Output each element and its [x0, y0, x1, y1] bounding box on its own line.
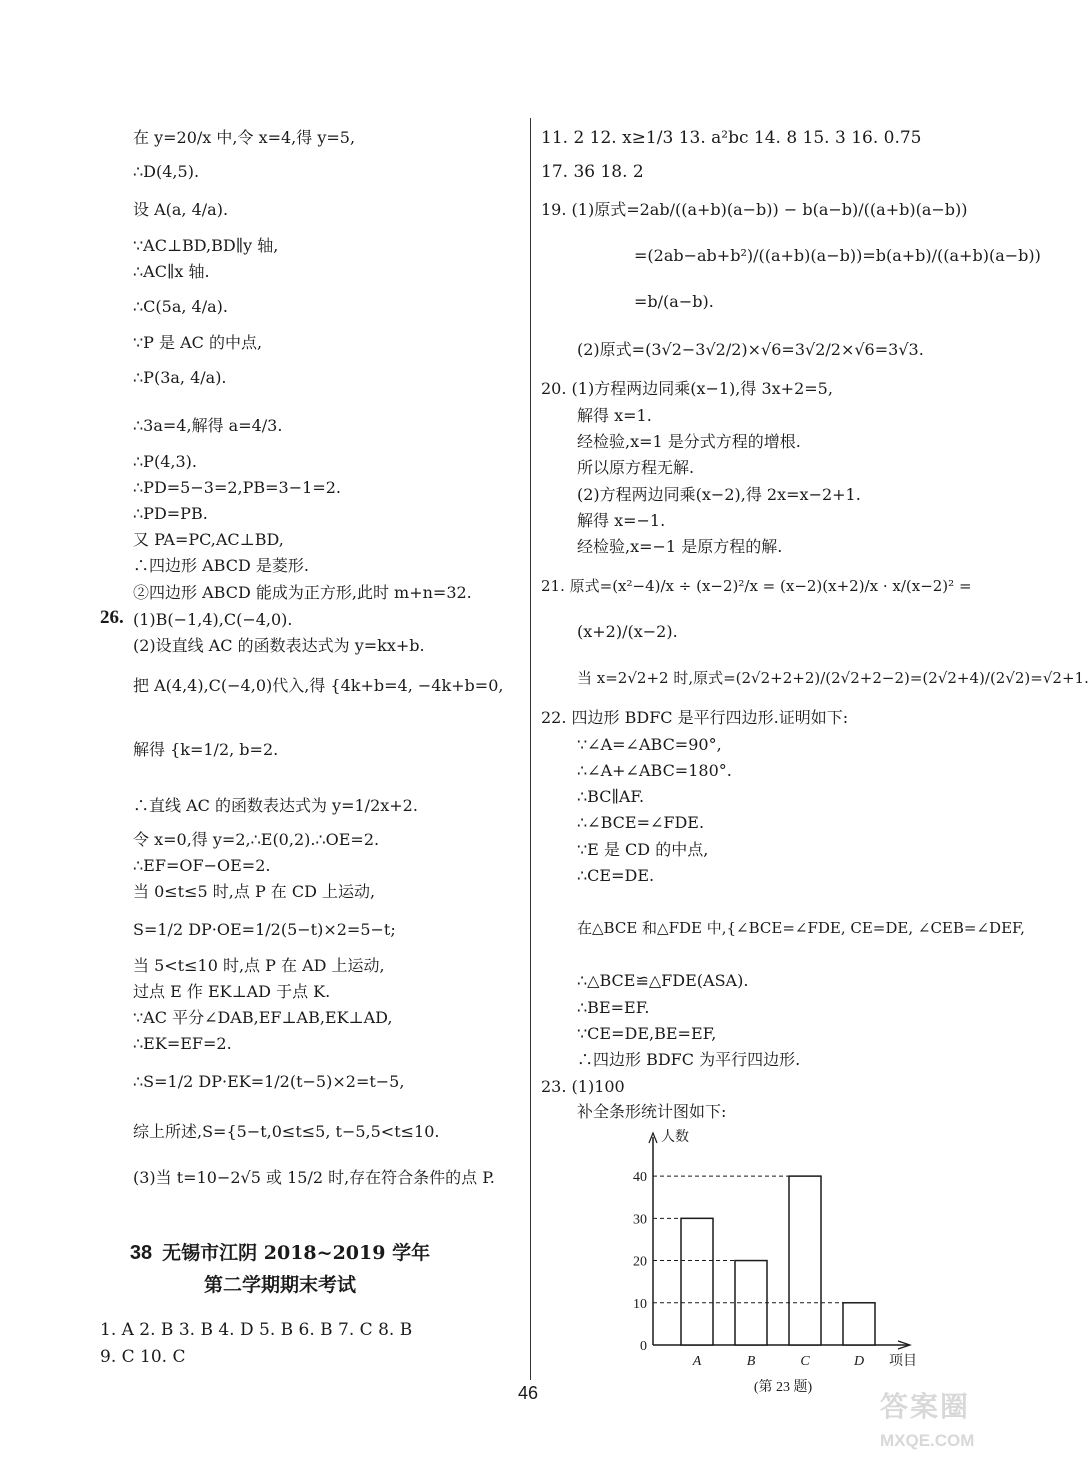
text-line: (2)方程两边同乘(x−2),得 2x=x−2+1. [577, 485, 861, 504]
text-line: 所以原方程无解. [577, 458, 695, 477]
text-line: 当 5<t≤10 时,点 P 在 AD 上运动, [133, 956, 385, 975]
text-line: ∴BE=EF. [577, 998, 650, 1017]
text-line: ∴∠BCE=∠FDE. [577, 813, 705, 832]
column-divider [530, 118, 531, 1380]
text-line: 把 A(4,4),C(−4,0)代入,得 {4k+b=4, −4k+b=0, [133, 676, 504, 695]
section-title-text: 无锡市江阴 2018~2019 学年 [162, 1242, 431, 1264]
text-line: 经检验,x=1 是分式方程的增根. [577, 432, 801, 451]
text-line: ∴四边形 BDFC 为平行四边形. [577, 1050, 801, 1069]
text-line: ∴AC∥x 轴. [133, 262, 210, 281]
text-line: ∵CE=DE,BE=EF, [577, 1024, 717, 1043]
text-line: ∴C(5a, 4/a). [133, 297, 228, 316]
text-line: 当 0≤t≤5 时,点 P 在 CD 上运动, [133, 882, 376, 901]
text-line: 22. 四边形 BDFC 是平行四边形.证明如下: [541, 708, 849, 727]
text-line: 在 y=20/x 中,令 x=4,得 y=5, [133, 128, 356, 147]
text-line: ∴直线 AC 的函数表达式为 y=1/2x+2. [133, 796, 418, 815]
watermark-url: MXQE.COM [880, 1431, 975, 1450]
answers-line: 11. 2 12. x≥1/3 13. a²bc 14. 8 15. 3 16. 0.75 [541, 128, 922, 148]
text-line: ∵∠A=∠ABC=90°, [577, 735, 722, 754]
text-line: 补全条形统计图如下: [577, 1102, 727, 1121]
text-line: (2)原式=(3√2−3√2/2)×√6=3√2/2×√6=3√3. [577, 340, 924, 359]
text-line: (x+2)/(x−2). [577, 622, 678, 641]
text-line: 综上所述,S={5−t,0≤t≤5, t−5,5<t≤10. [133, 1122, 440, 1141]
x-tick-label: A [692, 1354, 702, 1369]
text-line: 经检验,x=−1 是原方程的解. [577, 537, 783, 556]
y-tick-label: 0 [640, 1339, 647, 1354]
answers-line: 1. A 2. B 3. B 4. D 5. B 6. B 7. C 8. B [100, 1320, 413, 1340]
text-line: ∴BC∥AF. [577, 787, 645, 806]
text-line: 解得 x=1. [577, 406, 652, 425]
text-line: (1)B(−1,4),C(−4,0). [133, 610, 293, 629]
text-line: 23. (1)100 [541, 1077, 625, 1096]
text-line: S=1/2 DP·OE=1/2(5−t)×2=5−t; [133, 920, 396, 939]
text-line: ∴PD=PB. [133, 504, 208, 523]
text-line: 过点 E 作 EK⊥AD 于点 K. [133, 982, 331, 1001]
text-line: ∴△BCE≌△FDE(ASA). [577, 971, 749, 990]
text-line: =b/(a−b). [634, 292, 714, 311]
text-line: ∴P(3a, 4/a). [133, 368, 227, 387]
bar [789, 1176, 821, 1345]
text-line: 设 A(a, 4/a). [133, 200, 229, 219]
text-line: 又 PA=PC,AC⊥BD, [133, 530, 284, 549]
section-title-line2: 第二学期期末考试 [203, 1274, 356, 1296]
text-line: ∴CE=DE. [577, 866, 655, 885]
y-axis-label: 人数 [661, 1130, 689, 1145]
text-line: ∴EF=OF−OE=2. [133, 856, 271, 875]
watermark-text: 答案圈 [880, 1391, 971, 1422]
text-line: ∴∠A+∠ABC=180°. [577, 761, 732, 780]
text-line: ∴PD=5−3=2,PB=3−1=2. [133, 478, 341, 497]
section-title-line1 [65, 1238, 495, 1265]
y-tick-label: 40 [633, 1170, 647, 1186]
text-line: 在△BCE 和△FDE 中,{∠BCE=∠FDE, CE=DE, ∠CEB=∠DEF, [577, 919, 1025, 937]
y-tick-label: 20 [633, 1254, 647, 1270]
text-line: ∴3a=4,解得 a=4/3. [133, 416, 283, 435]
text-line: ∴S=1/2 DP·EK=1/2(t−5)×2=t−5, [133, 1072, 405, 1091]
text-line: ∴D(4,5). [133, 162, 200, 181]
text-line: ∵AC 平分∠DAB,EF⊥AB,EK⊥AD, [133, 1008, 393, 1027]
text-line: ②四边形 ABCD 能成为正方形,此时 m+n=32. [133, 583, 472, 602]
x-tick-label: B [746, 1354, 756, 1369]
text-line: ∵P 是 AC 的中点, [133, 333, 263, 352]
text-line: (3)当 t=10−2√5 或 15/2 时,存在符合条件的点 P. [133, 1168, 495, 1187]
x-tick-label: D [853, 1354, 865, 1369]
text-line: =(2ab−ab+b²)/((a+b)(a−b))=b(a+b)/((a+b)(a−b)) [634, 246, 1041, 265]
text-line: 令 x=0,得 y=2,∴E(0,2).∴OE=2. [133, 830, 380, 849]
text-line: ∵E 是 CD 的中点, [577, 840, 709, 859]
text-line: ∴四边形 ABCD 是菱形. [133, 556, 309, 575]
bar [843, 1303, 875, 1345]
x-tick-label: C [800, 1354, 810, 1369]
text-line: ∴P(4,3). [133, 452, 197, 471]
page-number: 46 [518, 1383, 539, 1403]
text-line: ∴EK=EF=2. [133, 1034, 232, 1053]
bar-chart [620, 1125, 920, 1400]
section-number: 38 [129, 1242, 153, 1264]
text-line: (2)设直线 AC 的函数表达式为 y=kx+b. [133, 636, 425, 655]
y-tick-label: 30 [633, 1212, 647, 1228]
text-line: 21. 原式=(x²−4)/x ÷ (x−2)²/x = (x−2)(x+2)/x · x/(x−2)² = [541, 577, 972, 595]
answers-line: 17. 36 18. 2 [541, 162, 644, 182]
watermark-logo [880, 1385, 990, 1470]
x-axis-label: 项目 [889, 1354, 917, 1369]
text-line: 当 x=2√2+2 时,原式=(2√2+2+2)/(2√2+2−2)=(2√2+4)/(2√2)=√2+1. [577, 669, 1089, 687]
text-line: 解得 x=−1. [577, 511, 666, 530]
problem-number: 26. [100, 607, 124, 628]
bar [681, 1218, 713, 1345]
chart-caption: (第 23 题) [753, 1380, 813, 1395]
answers-line: 9. C 10. C [100, 1347, 186, 1367]
text-line: 19. (1)原式=2ab/((a+b)(a−b)) − b(a−b)/((a+b)(a−b)) [541, 200, 968, 219]
text-line: 解得 {k=1/2, b=2. [133, 740, 279, 759]
y-tick-label: 10 [633, 1296, 647, 1312]
text-line: ∵AC⊥BD,BD∥y 轴, [133, 236, 279, 255]
text-line: 20. (1)方程两边同乘(x−1),得 3x+2=5, [541, 379, 833, 398]
